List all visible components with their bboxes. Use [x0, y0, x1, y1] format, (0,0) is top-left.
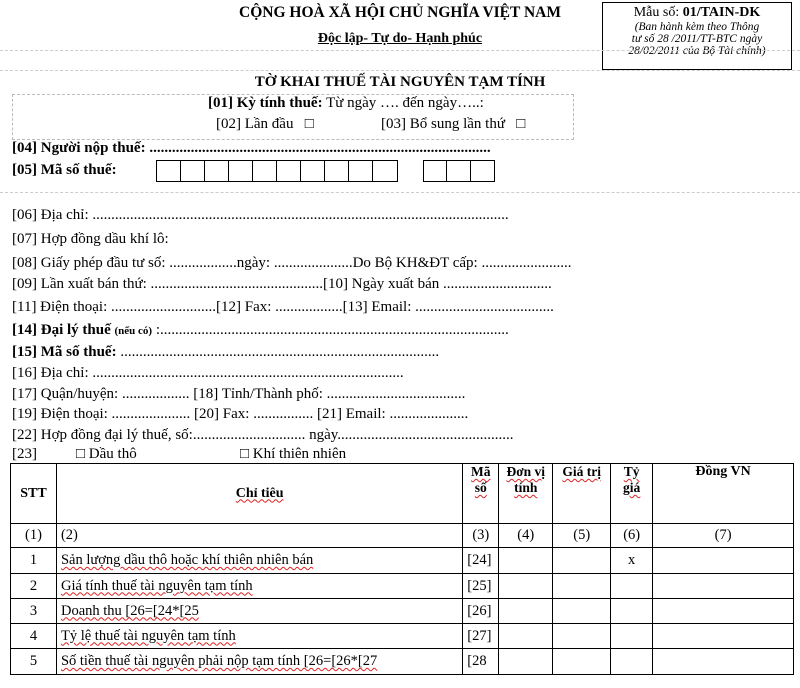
resource-label: [23] — [12, 446, 37, 462]
row-value[interactable] — [553, 599, 611, 624]
supplement-label: [03] Bổ sung lần thứ — [381, 116, 505, 132]
table-row — [11, 548, 794, 574]
form-number-box — [602, 2, 792, 70]
agent-line — [12, 322, 509, 339]
table-row — [11, 574, 794, 599]
first-time-checkbox[interactable]: □ — [304, 116, 314, 132]
agent-contacts-line[interactable]: [19] Điện thoại: ..................... [20] Fax: ................ [21] Email: ..................... — [12, 406, 469, 422]
divider — [0, 50, 800, 51]
row-vnd[interactable] — [653, 649, 794, 675]
col-number: (7) — [653, 524, 794, 548]
row-vnd[interactable] — [653, 574, 794, 599]
agent-label: [14] Đại lý thuế — [12, 322, 115, 338]
row-code: [28 — [463, 649, 499, 675]
form-code-value: 01/TAIN-DK — [682, 5, 761, 20]
district-line[interactable]: [17] Quận/huyện: .................. [18] Tỉnh/Thành phố: ..................................... — [12, 386, 466, 402]
agent-note: (nếu có) — [114, 325, 153, 337]
agent-dots[interactable]: :............................................................................................. — [152, 322, 509, 338]
col-number: (3) — [463, 524, 499, 548]
col-number: (1) — [11, 524, 57, 548]
agent-contract-line[interactable]: [22] Hợp đồng đại lý thuế, số:.............................. ngày............................................... — [12, 427, 514, 443]
national-motto: Độc lập- Tự do- Hạnh phúc — [317, 31, 483, 46]
tax-code-boxes[interactable] — [156, 160, 398, 182]
header-stt: STT — [11, 464, 57, 524]
row-code: [24] — [463, 548, 499, 574]
row-unit[interactable] — [499, 624, 553, 649]
col-number: (6) — [611, 524, 653, 548]
row-rate[interactable] — [611, 624, 653, 649]
row-item: Tỷ lệ thuế tài nguyên tạm tính — [56, 624, 462, 649]
row-item: Doanh thu [26=[24*[25 — [56, 599, 462, 624]
row-code: [27] — [463, 624, 499, 649]
row-unit[interactable] — [499, 574, 553, 599]
address-line[interactable]: [06] Địa chỉ: ............................................................................................................... — [12, 207, 509, 223]
row-rate[interactable] — [611, 649, 653, 675]
taxpayer-name-dots[interactable]: ........................................................................................... — [149, 140, 491, 156]
tax-table — [10, 463, 794, 675]
tax-period — [208, 95, 484, 112]
row-value[interactable] — [553, 649, 611, 675]
form-code — [603, 6, 791, 19]
declaration-title: TỜ KHAI THUẾ TÀI NGUYÊN TẠM TÍNH — [254, 74, 546, 90]
row-rate[interactable] — [611, 574, 653, 599]
row-stt: 4 — [11, 624, 57, 649]
row-vnd[interactable] — [653, 624, 794, 649]
row-item: Sản lượng dầu thô hoặc khí thiên nhiên bán — [56, 548, 462, 574]
tax-period-label: [01] Kỳ tính thuế: — [208, 95, 323, 111]
supplement-checkbox[interactable]: □ — [516, 116, 526, 132]
taxpayer-name-label: [04] Người nộp thuế: — [12, 140, 150, 156]
row-value[interactable] — [553, 624, 611, 649]
row-item: Số tiền thuế tài nguyên phải nộp tạm tính [26=[26*[27 — [56, 649, 462, 675]
contract-line[interactable]: [07] Hợp đồng dầu khí lô: — [12, 231, 169, 247]
row-rate: x — [611, 548, 653, 574]
crude-oil-option[interactable]: □ Dầu thô — [76, 446, 137, 462]
contacts-line[interactable]: [11] Điện thoại: ............................[12] Fax: ..................[13] Email: ..................................... — [12, 299, 554, 315]
col-number: (2) — [56, 524, 462, 548]
col-number: (5) — [553, 524, 611, 548]
row-stt: 2 — [11, 574, 57, 599]
table-row — [11, 624, 794, 649]
natural-gas-option[interactable]: □ Khí thiên nhiên — [240, 446, 347, 462]
header-unit: Đơn vị tính — [499, 464, 553, 524]
row-unit[interactable] — [499, 649, 553, 675]
row-value[interactable] — [553, 548, 611, 574]
row-code: [26] — [463, 599, 499, 624]
header-vnd: Đồng VN — [653, 464, 794, 524]
row-vnd[interactable] — [653, 599, 794, 624]
tax-code-label: [05] Mã số thuế: — [12, 162, 117, 178]
first-time-label: [02] Lần đầu — [216, 116, 294, 132]
header-rate: Tỷ giá — [611, 464, 653, 524]
divider — [0, 70, 800, 71]
row-value[interactable] — [553, 574, 611, 599]
header-item: Chỉ tiêu — [56, 464, 462, 524]
supplement-option — [381, 116, 525, 133]
row-item: Giá tính thuế tài nguyên tạm tính — [56, 574, 462, 599]
license-line[interactable]: [08] Giấy phép đầu tư số: ..................ngày: .....................Do Bộ KH&ĐT cấp: ........................ — [12, 255, 572, 271]
row-unit[interactable] — [499, 548, 553, 574]
agent-tax-dots[interactable]: ..................................................................................... — [120, 344, 440, 360]
row-stt: 1 — [11, 548, 57, 574]
taxpayer-name — [12, 140, 491, 157]
national-title: CỘNG HOÀ XÃ HỘI CHỦ NGHĨA VIỆT NAM — [239, 4, 561, 21]
tax-code-branch-boxes[interactable] — [423, 160, 495, 182]
form-note-1: (Ban hành kèm theo Thông — [634, 21, 760, 33]
row-code: [25] — [463, 574, 499, 599]
tax-period-value: Từ ngày …. đến ngày…..: — [322, 95, 484, 111]
agent-tax-label: [15] Mã số thuế: — [12, 344, 121, 360]
form-note-2: tư số 28 /2011/TT-BTC ngày — [631, 33, 763, 45]
row-rate[interactable] — [611, 599, 653, 624]
first-time-option — [216, 116, 314, 133]
row-stt: 5 — [11, 649, 57, 675]
sale-line[interactable]: [09] Lần xuất bán thứ: ..............................................[10] Ngày xuất bán ............................. — [12, 276, 552, 292]
row-stt: 3 — [11, 599, 57, 624]
row-unit[interactable] — [499, 599, 553, 624]
header-code: Mã số — [463, 464, 499, 524]
table-row — [11, 649, 794, 675]
agent-tax-line — [12, 344, 439, 361]
form-note-3: 28/02/2011 của Bộ Tài chính) — [628, 45, 766, 57]
row-vnd[interactable] — [653, 548, 794, 574]
agent-address-line[interactable]: [16] Địa chỉ: ................................................................................... — [12, 365, 404, 381]
table-row — [11, 599, 794, 624]
form-code-label: Mẫu số: — [633, 5, 680, 20]
divider — [0, 192, 800, 193]
col-number: (4) — [499, 524, 553, 548]
header-value: Giá trị — [553, 464, 611, 524]
